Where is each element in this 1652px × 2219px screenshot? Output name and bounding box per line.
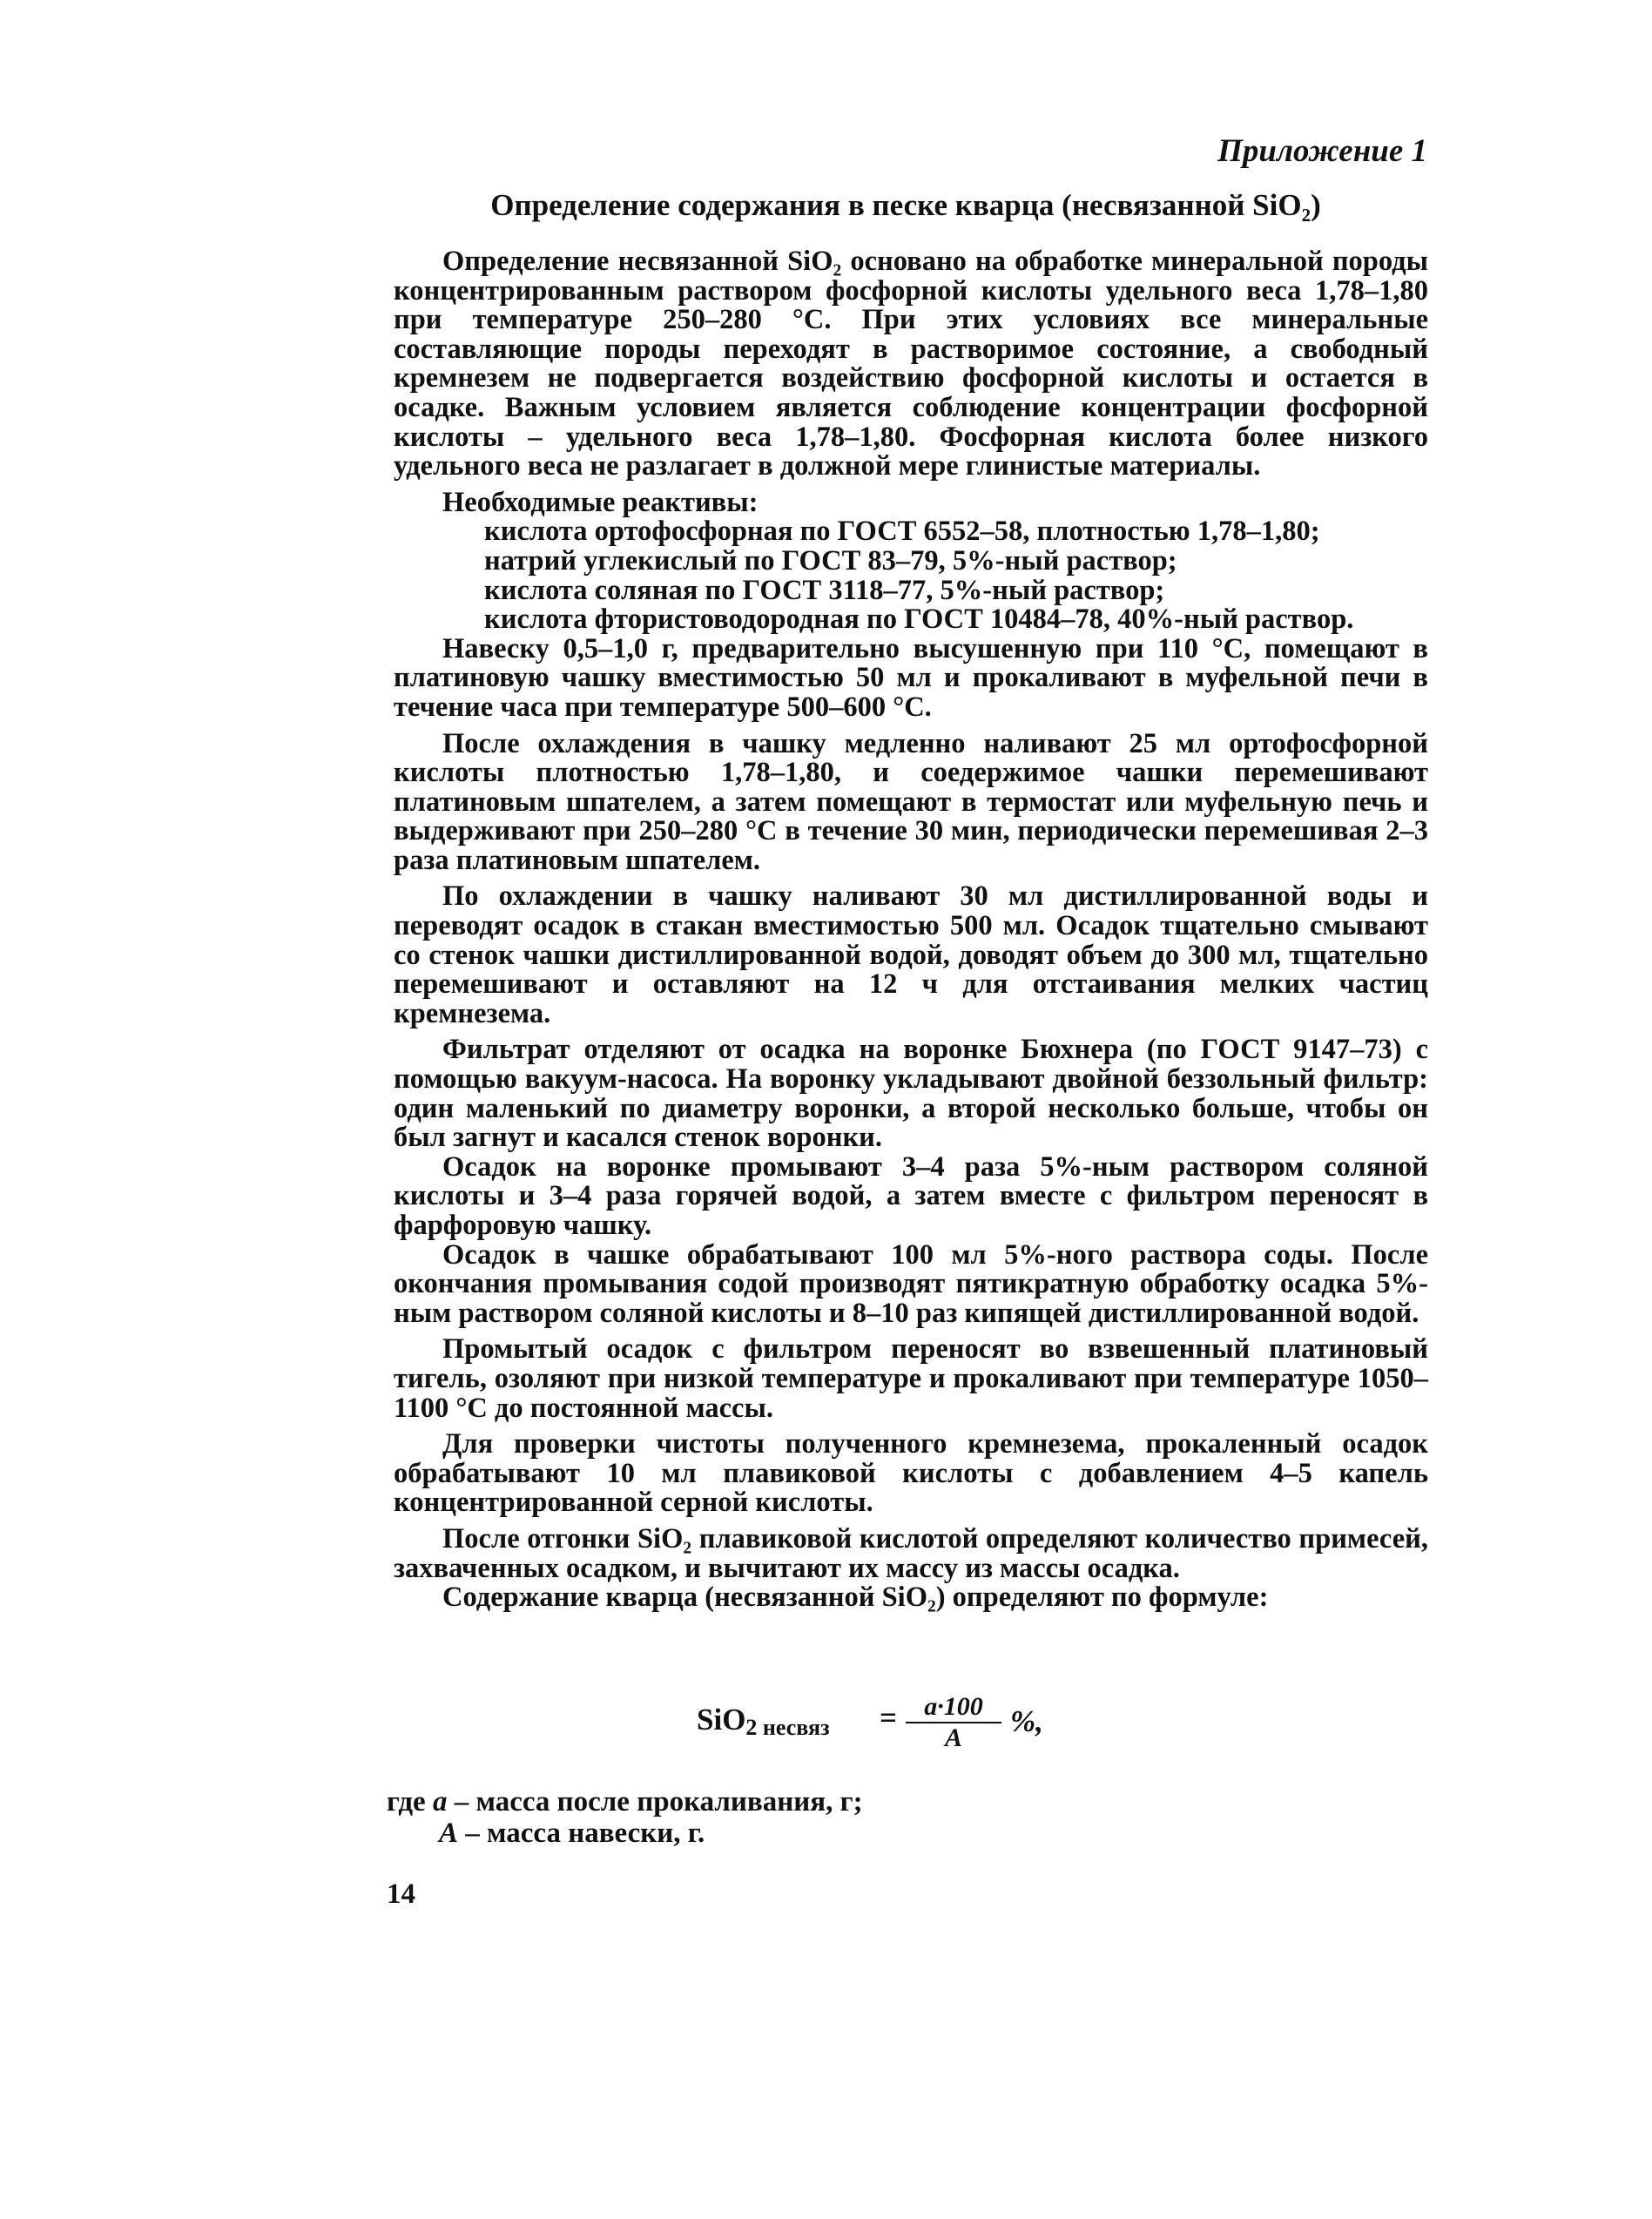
reagent-item: кислота ортофосфорная по ГОСТ 6552–58, плотностью 1,78–1,80; — [484, 516, 1320, 548]
procedure-paragraph: Фильтрат отделяют от осадка на воронке Бюхнера (по ГОСТ 9147–73) с помощью вакуум-насоса. На воронку укладывают двойной беззольный фильтр: один маленький по диаметру воронки, а второй несколько больше, чтобы он был загнут и касался стенок воронки. — [394, 1034, 1428, 1154]
reagent-item: кислота соляная по ГОСТ 3118–77, 5%-ный раствор; — [484, 574, 1165, 606]
legend-where-label: где — [387, 1786, 426, 1818]
formula-fraction — [906, 1692, 1001, 1753]
reagents-heading: Необходимые реактивы: — [442, 486, 759, 518]
reagent-item: натрий углекислый по ГОСТ 83–79, 5%-ный раствор; — [484, 544, 1177, 577]
legend-var-a: a — [432, 1786, 448, 1818]
reagents-list — [394, 517, 1428, 634]
formula-lhs — [697, 1703, 830, 1741]
legend-row — [387, 1786, 863, 1818]
legend-var-A: A — [439, 1818, 459, 1849]
formula-lhs-sub: 2 несвяз — [745, 1715, 830, 1740]
reagent-item: кислота фтористоводородная по ГОСТ 10484–78, 40%-ный раствор. — [484, 604, 1354, 636]
procedure-paragraph: Осадок на воронке промывают 3–4 раза 5%-ным раствором соляной кислоты и 3–4 раза горячей водой, а затем вместе с фильтром переносят в фарфоровую чашку. — [394, 1150, 1428, 1241]
formula-intro: Содержание кварца (несвязанной SiO₂) определяют по формуле: — [442, 1582, 1269, 1614]
legend-desc-A: – масса навески, г. — [465, 1818, 705, 1849]
appendix-label: Приложение 1 — [1217, 133, 1427, 169]
formula-lhs-main: SiO — [697, 1703, 746, 1737]
procedure-paragraph: Осадок в чашке обрабатывают 100 мл 5%-ного раствора соды. После окончания промывания содой производят пятикратную обработку осадка 5%-ным раствором соляной кислоты и 8–10 раз кипящей дистиллированной водой. — [394, 1238, 1428, 1329]
formula-numerator: a·100 — [906, 1692, 1001, 1723]
variable-legend — [387, 1786, 863, 1849]
procedure-paragraph: Промытый осадок с фильтром переносят во взвешенный платиновый тигель, озоляют при низкой температуре и прокаливают при температуре 1050–1100 °С до постоянной массы. — [394, 1333, 1428, 1424]
section-title: Определение содержания в песке кварца (несвязанной SiO₂) — [490, 188, 1321, 222]
procedure-paragraph: По охлаждении в чашку наливают 30 мл дистиллированной воды и переводят осадок в стакан вместимостью 500 мл. Осадок тщательно смывают со стенок чашки дистиллированной водой, доводят объем до 300 мл, тщательно перемешивают и оставляют на 12 ч для отстаивания мелких частиц кремнезема. — [394, 880, 1428, 1029]
procedure-paragraph: После охлаждения в чашку медленно наливают 25 мл ортофосфорной кислоты плотностью 1,78–1,80, и соедержимое чашки перемешивают платиновым шпателем, а затем помещают в термостат или муфельную печь и выдерживают при 250–280 °С в течение 30 мин, периодически перемешивая 2–3 раза платиновым шпателем. — [394, 727, 1428, 876]
formula-equals: = — [880, 1701, 897, 1735]
page-number: 14 — [387, 1878, 415, 1910]
procedure-paragraph: Для проверки чистоты полученного кремнезема, прокаленный осадок обрабатывают 10 мл плавиковой кислоты с добавлением 4–5 капель концентрированной серной кислоты. — [394, 1428, 1428, 1519]
intro-paragraph: Определение несвязанной SiO₂ основано на обработке минеральной породы концентрированным раствором фосфорной кислоты удельного веса 1,78–1,80 при температуре 250–280 °С. При этих условиях все минеральные составляющие породы переходят в растворимое состояние, а свободный кремнезем не подвергается воздействию фосфорной кислоты и остается в осадке. Важным условием является соблюдение концентрации фосфорной кислоты – удельного веса 1,78–1,80. Фосфорная кислота более низкого удельного веса не разлагает в должной мере глинистые материалы. — [394, 246, 1428, 482]
legend-row — [387, 1818, 863, 1849]
procedure-paragraph: После отгонки SiO₂ плавиковой кислотой определяют количество примесей, захваченных осадком, и вычитают их массу из массы осадка. — [394, 1522, 1428, 1584]
formula-denominator: A — [944, 1723, 962, 1752]
formula-unit: %, — [1010, 1704, 1043, 1738]
body-text — [394, 247, 1428, 1613]
procedure-paragraph: Навеску 0,5–1,0 г, предварительно высушенную при 110 °С, помещают в платиновую чашку вместимостью 50 мл и прокаливают в муфельной печи в течение часа при температуре 500–600 °С. — [394, 632, 1428, 723]
legend-desc-a: – масса после прокаливания, г; — [454, 1786, 863, 1818]
